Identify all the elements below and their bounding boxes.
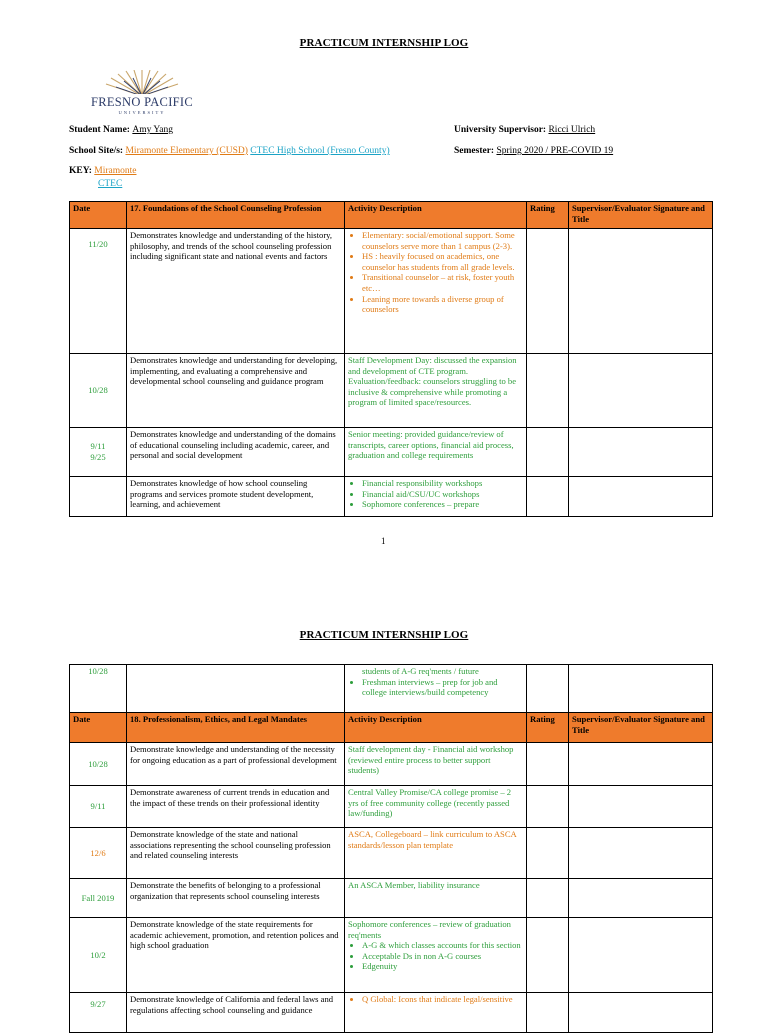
header-rating: Rating — [527, 713, 569, 743]
page-title-2: PRACTICUM INTERNSHIP LOG — [299, 629, 469, 641]
header-rating: Rating — [527, 202, 569, 229]
school-site-miramonte: Miramonte Elementary (CUSD) — [125, 146, 248, 156]
activity-lead: Sophomore conferences – review of graduation req'ments — [348, 919, 511, 940]
row-rating[interactable] — [527, 354, 569, 428]
log-table-17 — [69, 201, 713, 517]
student-name-label: Student Name: — [69, 125, 130, 135]
row-signature[interactable] — [569, 993, 713, 1033]
logo-wordmark: FRESNO PACIFIC — [90, 95, 194, 109]
row-standard: Demonstrates knowledge of how school counseling programs and services promote student development, learning, and achievement — [127, 477, 345, 517]
row-date: 9/11 — [70, 786, 127, 828]
row-standard: Demonstrate knowledge of the state and national associations representing the school counseling profession and related counseling interests — [127, 828, 345, 879]
university-supervisor — [454, 125, 595, 135]
activity-lead: students of A-G req'ments / future — [362, 666, 479, 676]
university-logo — [86, 70, 198, 120]
activity-bullet: • Sophomore conferences – prepare — [362, 499, 523, 510]
row-date: 12/6 — [70, 828, 127, 879]
row-activity — [345, 229, 527, 354]
row-rating[interactable] — [527, 743, 569, 786]
row-signature[interactable] — [569, 665, 713, 713]
row-standard: Demonstrate the benefits of belonging to a professional organization that represents school counseling interests — [127, 879, 345, 918]
row-date — [70, 477, 127, 517]
table-row — [70, 743, 713, 786]
row-standard: Demonstrate awareness of current trends in education and the impact of these trends on their professional identity — [127, 786, 345, 828]
school-site-ctec: CTEC High School (Fresno County) — [250, 146, 390, 156]
table-row — [70, 993, 713, 1033]
key-miramonte: Miramonte — [94, 166, 137, 176]
header-signature: Supervisor/Evaluator Signature and Title — [569, 713, 713, 743]
row-rating[interactable] — [527, 786, 569, 828]
row-rating[interactable] — [527, 477, 569, 517]
activity-bullet: • Edgenuity — [362, 961, 523, 972]
row-activity: Senior meeting: provided guidance/review of transcripts, career options, financial aid process, graduation and college requirements — [345, 428, 527, 477]
row-date: 10/28 — [70, 743, 127, 786]
table-row — [70, 428, 713, 477]
student-name-value: Amy Yang — [132, 125, 173, 135]
activity-bullet: • Financial responsibility workshops — [362, 478, 523, 489]
row-date: 10/2 — [70, 918, 127, 993]
row-activity — [345, 993, 527, 1033]
row-rating[interactable] — [527, 879, 569, 918]
row-standard: Demonstrate knowledge and understanding of the necessity for ongoing education as a part of professional development — [127, 743, 345, 786]
row-activity: Staff Development Day: discussed the expansion and development of CTE program. Evaluation/feedback: counselors struggling to be inclusive & comprehensive while promoting a program of limited space/resources. — [345, 354, 527, 428]
activity-bullet: • Acceptable Ds in non A-G courses — [362, 951, 523, 962]
row-rating[interactable] — [527, 428, 569, 477]
key — [69, 166, 136, 176]
activity-bullet: • HS : heavily focused on academics, one counselor has students from all grade levels. — [362, 251, 523, 272]
semester-value: Spring 2020 / PRE-COVID 19 — [496, 146, 614, 156]
row-signature[interactable] — [569, 428, 713, 477]
header-standard: 18. Professionalism, Ethics, and Legal Mandates — [127, 713, 345, 743]
activity-bullet: • A-G & which classes accounts for this section — [362, 940, 523, 951]
row-date: 9/27 — [70, 993, 127, 1033]
row-date — [70, 428, 127, 477]
table-row — [70, 786, 713, 828]
page-number: 1 — [381, 536, 386, 546]
row-signature[interactable] — [569, 918, 713, 993]
table-row — [70, 828, 713, 879]
key-ctec: CTEC — [98, 179, 123, 189]
row-date: 10/28 — [70, 354, 127, 428]
logo-subtitle: UNIVERSITY — [118, 110, 166, 115]
activity-bullet: • Financial aid/CSU/UC workshops — [362, 489, 523, 500]
row-activity: ASCA, Collegeboard – link curriculum to ASCA standards/lesson plan template — [345, 828, 527, 879]
table-header — [70, 713, 713, 743]
row-signature[interactable] — [569, 743, 713, 786]
activity-bullet: • Q Global: Icons that indicate legal/sensitive — [362, 994, 523, 1005]
row-rating[interactable] — [527, 229, 569, 354]
row-signature[interactable] — [569, 879, 713, 918]
row-signature[interactable] — [569, 828, 713, 879]
header-date: Date — [70, 202, 127, 229]
table-header — [70, 202, 713, 229]
row-rating[interactable] — [527, 665, 569, 713]
school-sites — [69, 146, 390, 156]
row-activity: An ASCA Member, liability insurance — [345, 879, 527, 918]
header-standard: 17. Foundations of the School Counseling Profession — [127, 202, 345, 229]
row-activity — [345, 918, 527, 993]
table-row — [70, 229, 713, 354]
header-activity: Activity Description — [345, 202, 527, 229]
row-activity: Central Valley Promise/CA college promise – 2 yrs of free community college (recently passed law/funding) — [345, 786, 527, 828]
table-row — [70, 879, 713, 918]
row-standard — [127, 665, 345, 713]
row-activity — [345, 665, 527, 713]
school-site-label: School Site/s: — [69, 146, 124, 156]
activity-bullet: • Freshman interviews – prep for job and college interviews/build competency — [362, 677, 523, 698]
row-activity: Staff development day - Financial aid workshop (reviewed entire process to better support students) — [345, 743, 527, 786]
activity-bullet: • Leaning more towards a diverse group of counselors — [362, 294, 523, 315]
table-row — [70, 354, 713, 428]
row-standard: Demonstrates knowledge and understanding of the domains of educational counseling including academic, career, and personal and social development — [127, 428, 345, 477]
row-date: 11/20 — [70, 229, 127, 354]
row-date-2: 9/25 — [90, 452, 106, 462]
row-activity — [345, 477, 527, 517]
log-table-18 — [69, 664, 713, 1033]
activity-bullet: • Transitional counselor – at risk, foster youth etc… — [362, 272, 523, 293]
row-date: 10/28 — [70, 665, 127, 713]
key-ctec-line — [98, 179, 122, 189]
table-row-continued — [70, 665, 713, 713]
row-rating[interactable] — [527, 918, 569, 993]
row-signature[interactable] — [569, 477, 713, 517]
semester — [454, 146, 613, 156]
row-standard: Demonstrates knowledge and understanding for developing, implementing, and evaluating a comprehensive and developmental school counseling and guidance program — [127, 354, 345, 428]
row-standard: Demonstrates knowledge and understanding of the history, philosophy, and trends of the school counseling profession including significant state and national events and factors — [127, 229, 345, 354]
row-rating[interactable] — [527, 828, 569, 879]
header-activity: Activity Description — [345, 713, 527, 743]
header-signature: Supervisor/Evaluator Signature and Title — [569, 202, 713, 229]
activity-bullet: • Elementary: social/emotional support. Some counselors serve more than 1 campus (2-3). — [362, 230, 523, 251]
header-date: Date — [70, 713, 127, 743]
semester-label: Semester: — [454, 146, 495, 156]
row-signature[interactable] — [569, 354, 713, 428]
row-signature[interactable] — [569, 229, 713, 354]
student-name — [69, 125, 307, 135]
table-row — [70, 918, 713, 993]
row-signature[interactable] — [569, 786, 713, 828]
supervisor-value: Ricci Ulrich — [548, 125, 596, 135]
supervisor-label: University Supervisor: — [454, 125, 547, 135]
row-date-1: 9/11 — [90, 441, 106, 452]
page-title: PRACTICUM INTERNSHIP LOG — [299, 37, 469, 49]
table-row — [70, 477, 713, 517]
row-rating[interactable] — [527, 993, 569, 1033]
row-date: Fall 2019 — [70, 879, 127, 918]
key-label: KEY: — [69, 166, 92, 176]
row-standard: Demonstrate knowledge of California and federal laws and regulations affecting school counseling and guidance — [127, 993, 345, 1033]
row-standard: Demonstrate knowledge of the state requirements for academic achievement, promotion, and retention polices and high school graduation — [127, 918, 345, 993]
